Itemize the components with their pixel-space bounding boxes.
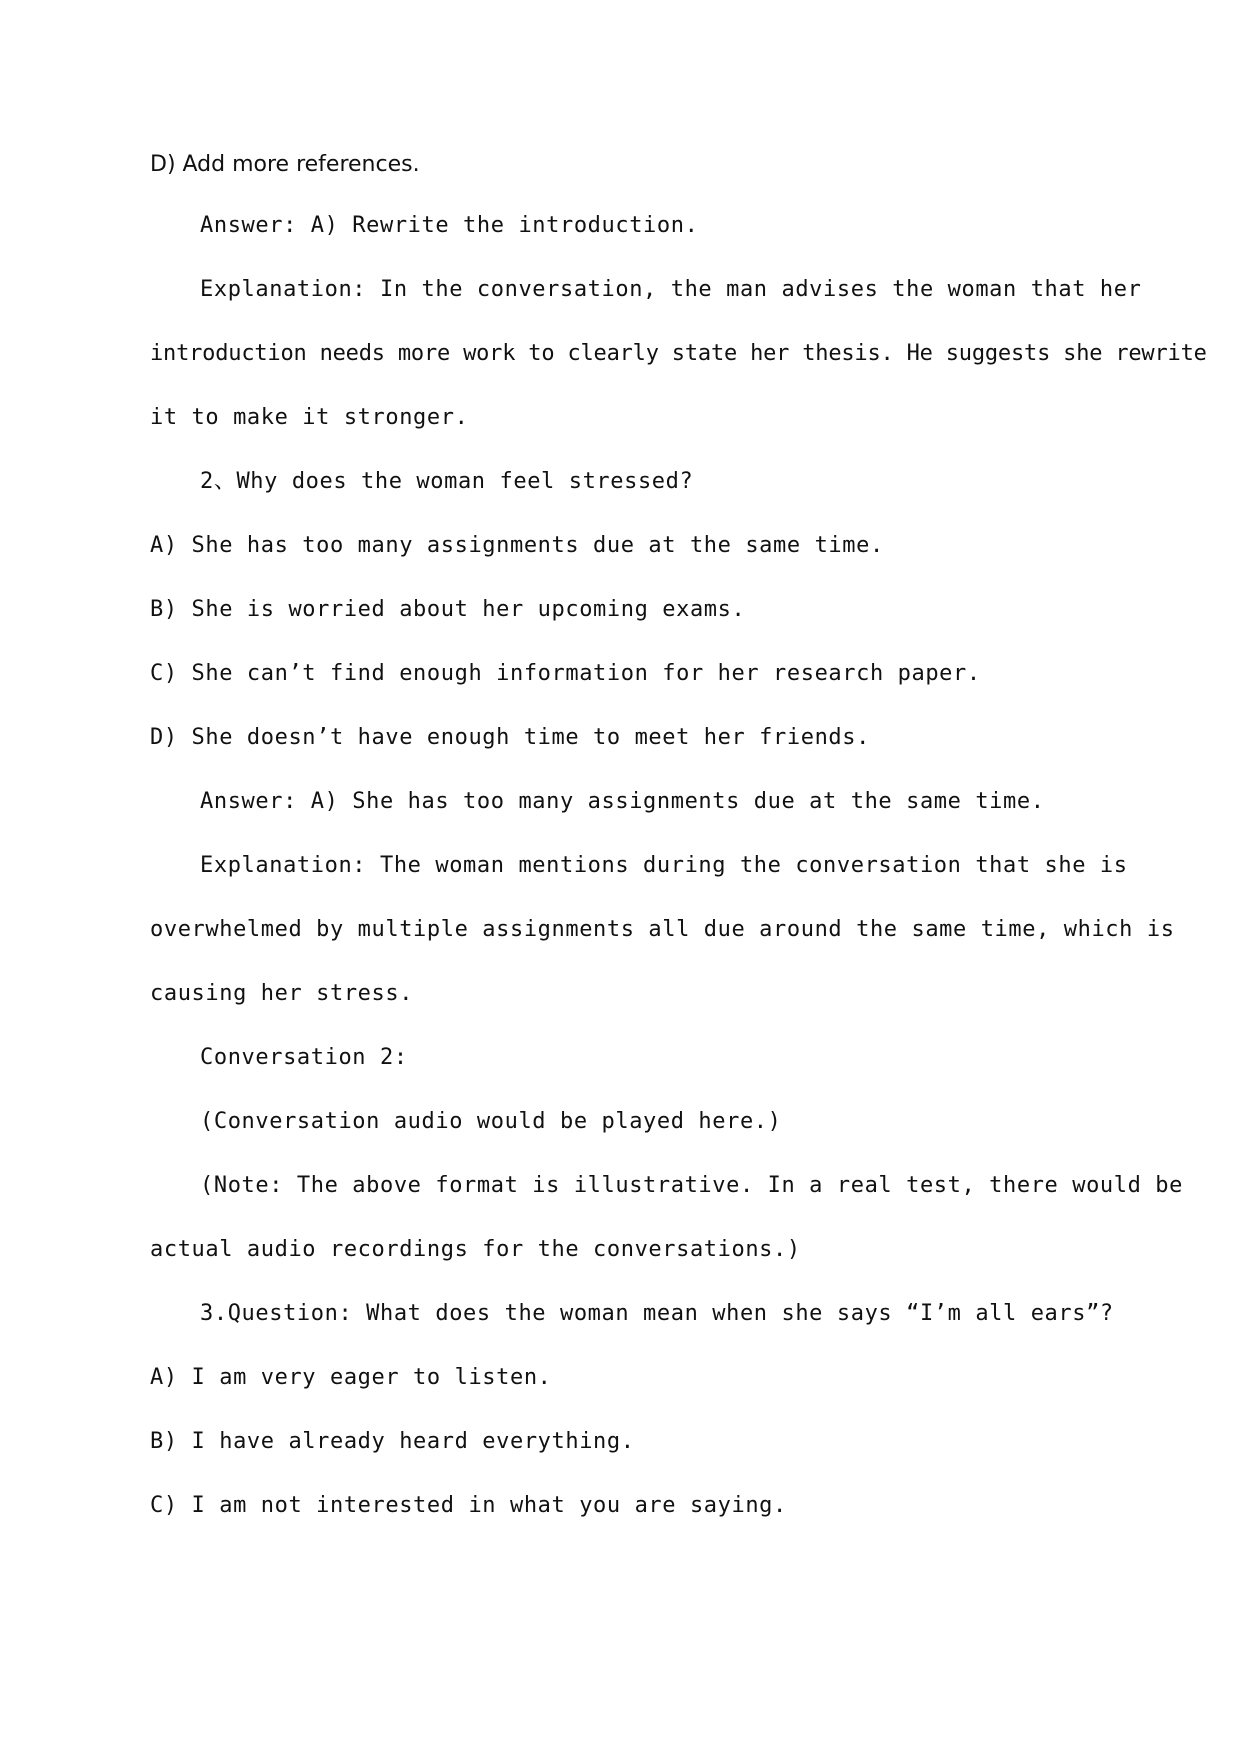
explanation-line: introduction needs more work to clearly state her thesis. He suggests she rewrite bbox=[150, 341, 1207, 366]
option-line: A) I am very eager to listen. bbox=[150, 1365, 552, 1390]
explanation-line: causing her stress. bbox=[150, 981, 414, 1006]
option-line: B) She is worried about her upcoming exams. bbox=[150, 597, 746, 622]
option-d-line: D) Add more references. bbox=[150, 152, 420, 177]
explanation-line: Explanation: The woman mentions during the conversation that she is bbox=[200, 853, 1128, 878]
option-line: A) She has too many assignments due at the same time. bbox=[150, 533, 884, 558]
answer-line: Answer: A) Rewrite the introduction. bbox=[200, 213, 699, 238]
section-heading: Conversation 2: bbox=[200, 1045, 408, 1070]
option-line: C) I am not interested in what you are saying. bbox=[150, 1493, 787, 1518]
note-line: actual audio recordings for the conversations.) bbox=[150, 1237, 801, 1262]
note-line: (Conversation audio would be played here.) bbox=[200, 1109, 782, 1134]
note-line: (Note: The above format is illustrative. In a real test, there would be bbox=[200, 1173, 1184, 1198]
explanation-line: Explanation: In the conversation, the man advises the woman that her bbox=[200, 277, 1142, 302]
question-line: 2、Why does the woman feel stressed? bbox=[200, 469, 694, 494]
explanation-line: it to make it stronger. bbox=[150, 405, 469, 430]
option-line: C) She can’t find enough information for her research paper. bbox=[150, 661, 981, 686]
option-line: D) She doesn’t have enough time to meet her friends. bbox=[150, 725, 870, 750]
explanation-line: overwhelmed by multiple assignments all due around the same time, which is bbox=[150, 917, 1175, 942]
answer-line: Answer: A) She has too many assignments due at the same time. bbox=[200, 789, 1045, 814]
option-line: B) I have already heard everything. bbox=[150, 1429, 635, 1454]
question-line: 3.Question: What does the woman mean when she says “I’m all ears”? bbox=[200, 1301, 1114, 1326]
